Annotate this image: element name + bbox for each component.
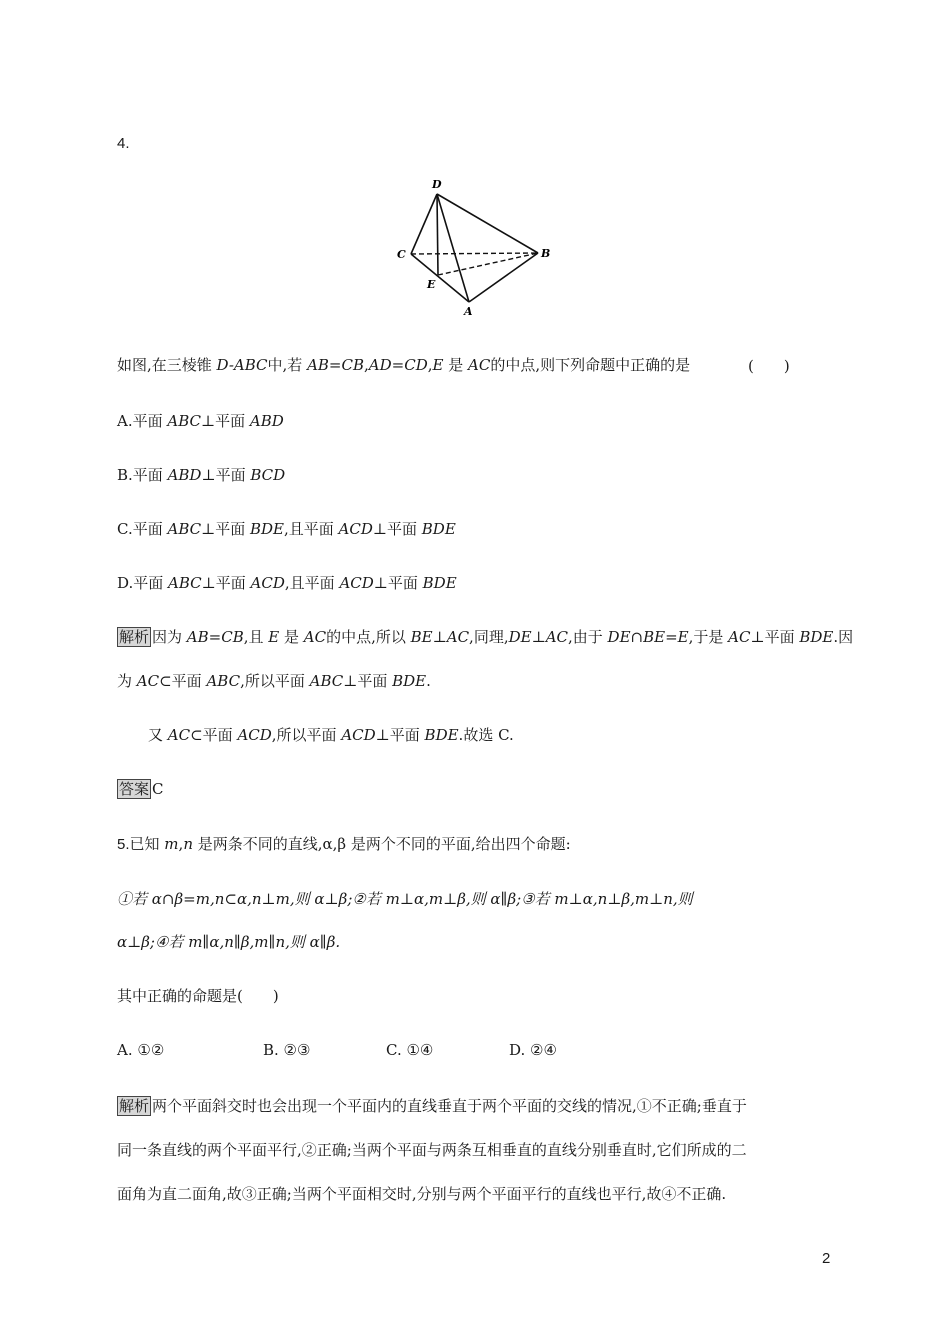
label-B: B — [541, 247, 551, 260]
question-5-number: 5. — [117, 836, 130, 853]
analysis-5-line-3: 面角为直二面角,故③正确;当两个平面相交时,分别与两个平面平行的直线也平行,故④不正确. — [117, 1185, 727, 1203]
answer-value: C — [152, 780, 164, 798]
label-A: A — [464, 305, 473, 316]
q5-option-D: D. ②④ — [509, 1041, 557, 1059]
answer-4 — [117, 779, 164, 799]
edge-DC — [411, 194, 437, 254]
label-C: C — [397, 248, 406, 261]
page-number: 2 — [822, 1250, 831, 1267]
edge-CB — [411, 253, 538, 254]
question-4-stem: 如图,在三棱锥 D-ABC中,若 AB=CB,AD=CD,E 是 AC的中点,则下列命题中正确的是 — [117, 356, 691, 374]
analysis-4-line-2: 为 AC⊂平面 ABC,所以平面 ABC⊥平面 BDE. — [117, 672, 431, 690]
edge-DE — [437, 194, 438, 275]
answer-paren: ( ) — [748, 357, 790, 375]
tetrahedron-figure — [393, 176, 553, 316]
question-4-number: 4. — [117, 135, 130, 152]
analysis-5-line-2: 同一条直线的两个平面平行,②正确;当两个平面与两条互相垂直的直线分别垂直时,它们所成的二 — [117, 1141, 747, 1159]
label-D: D — [432, 178, 442, 191]
analysis-4-line-1: 解析 因为 AB=CB,且 E 是 AC的中点,所以 BE⊥AC,同理,DE⊥AC,由于 DE∩BE=E,于是 AC⊥平面 BDE.因 — [119, 628, 854, 646]
option-B: B.平面 ABD⊥平面 BCD — [117, 466, 286, 484]
q5-option-B: B. ②③ — [263, 1041, 311, 1059]
edge-CA — [411, 254, 469, 302]
analysis-tag: 解析 — [119, 628, 150, 646]
propositions-line-2: α⊥β;④若 m∥α,n∥β,m∥n,则 α∥β. — [117, 933, 341, 951]
option-C: C.平面 ABC⊥平面 BDE,且平面 ACD⊥平面 BDE — [117, 520, 456, 538]
analysis-tag: 解析 — [119, 1097, 150, 1115]
analysis-4-line-3: 又 AC⊂平面 ACD,所以平面 ACD⊥平面 BDE.故选 C. — [148, 726, 514, 744]
propositions-line-1: ①若 α∩β=m,n⊂α,n⊥m,则 α⊥β;②若 m⊥α,m⊥β,则 α∥β;③若 m⊥α,n⊥β,m⊥n,则 — [117, 890, 693, 908]
option-A: A.平面 ABC⊥平面 ABD — [117, 412, 284, 430]
analysis-5-line-1: 解析 两个平面斜交时也会出现一个平面内的直线垂直于两个平面的交线的情况,①不正确;垂直于 — [119, 1097, 747, 1115]
question-5-stem: 5.已知 m,n 是两条不同的直线,α,β 是两个不同的平面,给出四个命题: — [117, 835, 571, 853]
label-E: E — [427, 278, 436, 291]
q5-option-A: A. ①② — [117, 1041, 165, 1059]
question-5-prompt: 其中正确的命题是( ) — [117, 987, 279, 1005]
option-D: D.平面 ABC⊥平面 ACD,且平面 ACD⊥平面 BDE — [117, 574, 457, 592]
answer-tag: 答案 — [119, 780, 150, 798]
q5-option-C: C. ①④ — [386, 1041, 434, 1059]
